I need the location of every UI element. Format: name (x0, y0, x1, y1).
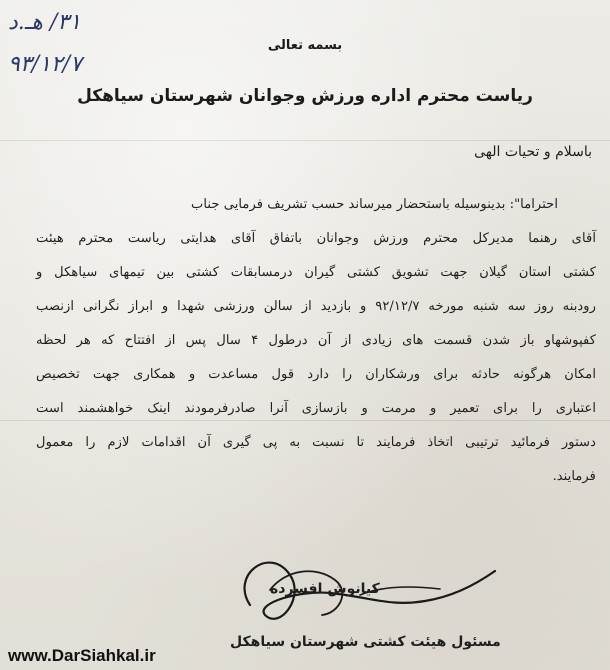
recipient-heading: ریاست محترم اداره ورزش وجوانان شهرستان سیاهکل (77, 86, 533, 106)
body-line: اعتباری را برای تعمیر و مرمت و بازسازی آنرا صادرفرمودند اینک خواهشمند است (36, 401, 596, 416)
site-watermark: www.DarSiahkal.ir (8, 646, 156, 665)
handwritten-date: ۹۳/۱۲/۷ (8, 52, 82, 77)
salutation: باسلام و تحیات الهی (474, 144, 592, 160)
handwritten-reference-number: ۳۱/ هـ.د (8, 10, 81, 35)
body-line: امکان هرگونه حادثه برای ورشکاران را دارد قول مساعدت و همکاری جهت تخصیص (36, 367, 596, 382)
basmala-heading: بسمه تعالی (267, 38, 343, 53)
body-line: فرمایند. (552, 469, 596, 484)
body-line: آقای رهنما مدیرکل محترم ورزش وجوانان باتفاق آقای هدایتی ریاست محترم هیئت (36, 231, 596, 246)
paper-fold-line (0, 140, 610, 141)
body-line: دستور فرمائید ترتیبی اتخاذ فرمایند تا نسبت به پی گیری آن اقدامات لازم را معمول (36, 435, 596, 450)
letter-body (36, 188, 596, 494)
body-line: کشتی استان گیلان جهت تشویق کشتی گیران درمسابقات کشتی بین تیمهای سیاهکل و (36, 265, 596, 280)
signatory-name: کیانوش افسرده (270, 581, 380, 597)
body-line: کفپوشهاو باز شدن قسمت های زیادی از آن درطول ۴ سال پس از افتتاح که هر لحظه (36, 333, 596, 348)
signatory-title: مسئول هیئت کشتی شهرستان سیاهکل (230, 634, 501, 650)
body-line: رودبنه روز سه شنبه مورخه ۹۲/۱۲/۷ و بازدید از سالن ورزشی شهدا و ابراز نگرانی ازنصب (36, 299, 597, 314)
body-line: احتراما": بدینوسیله باستحضار میرساند حسب تشریف فرمایی جناب (190, 197, 558, 212)
